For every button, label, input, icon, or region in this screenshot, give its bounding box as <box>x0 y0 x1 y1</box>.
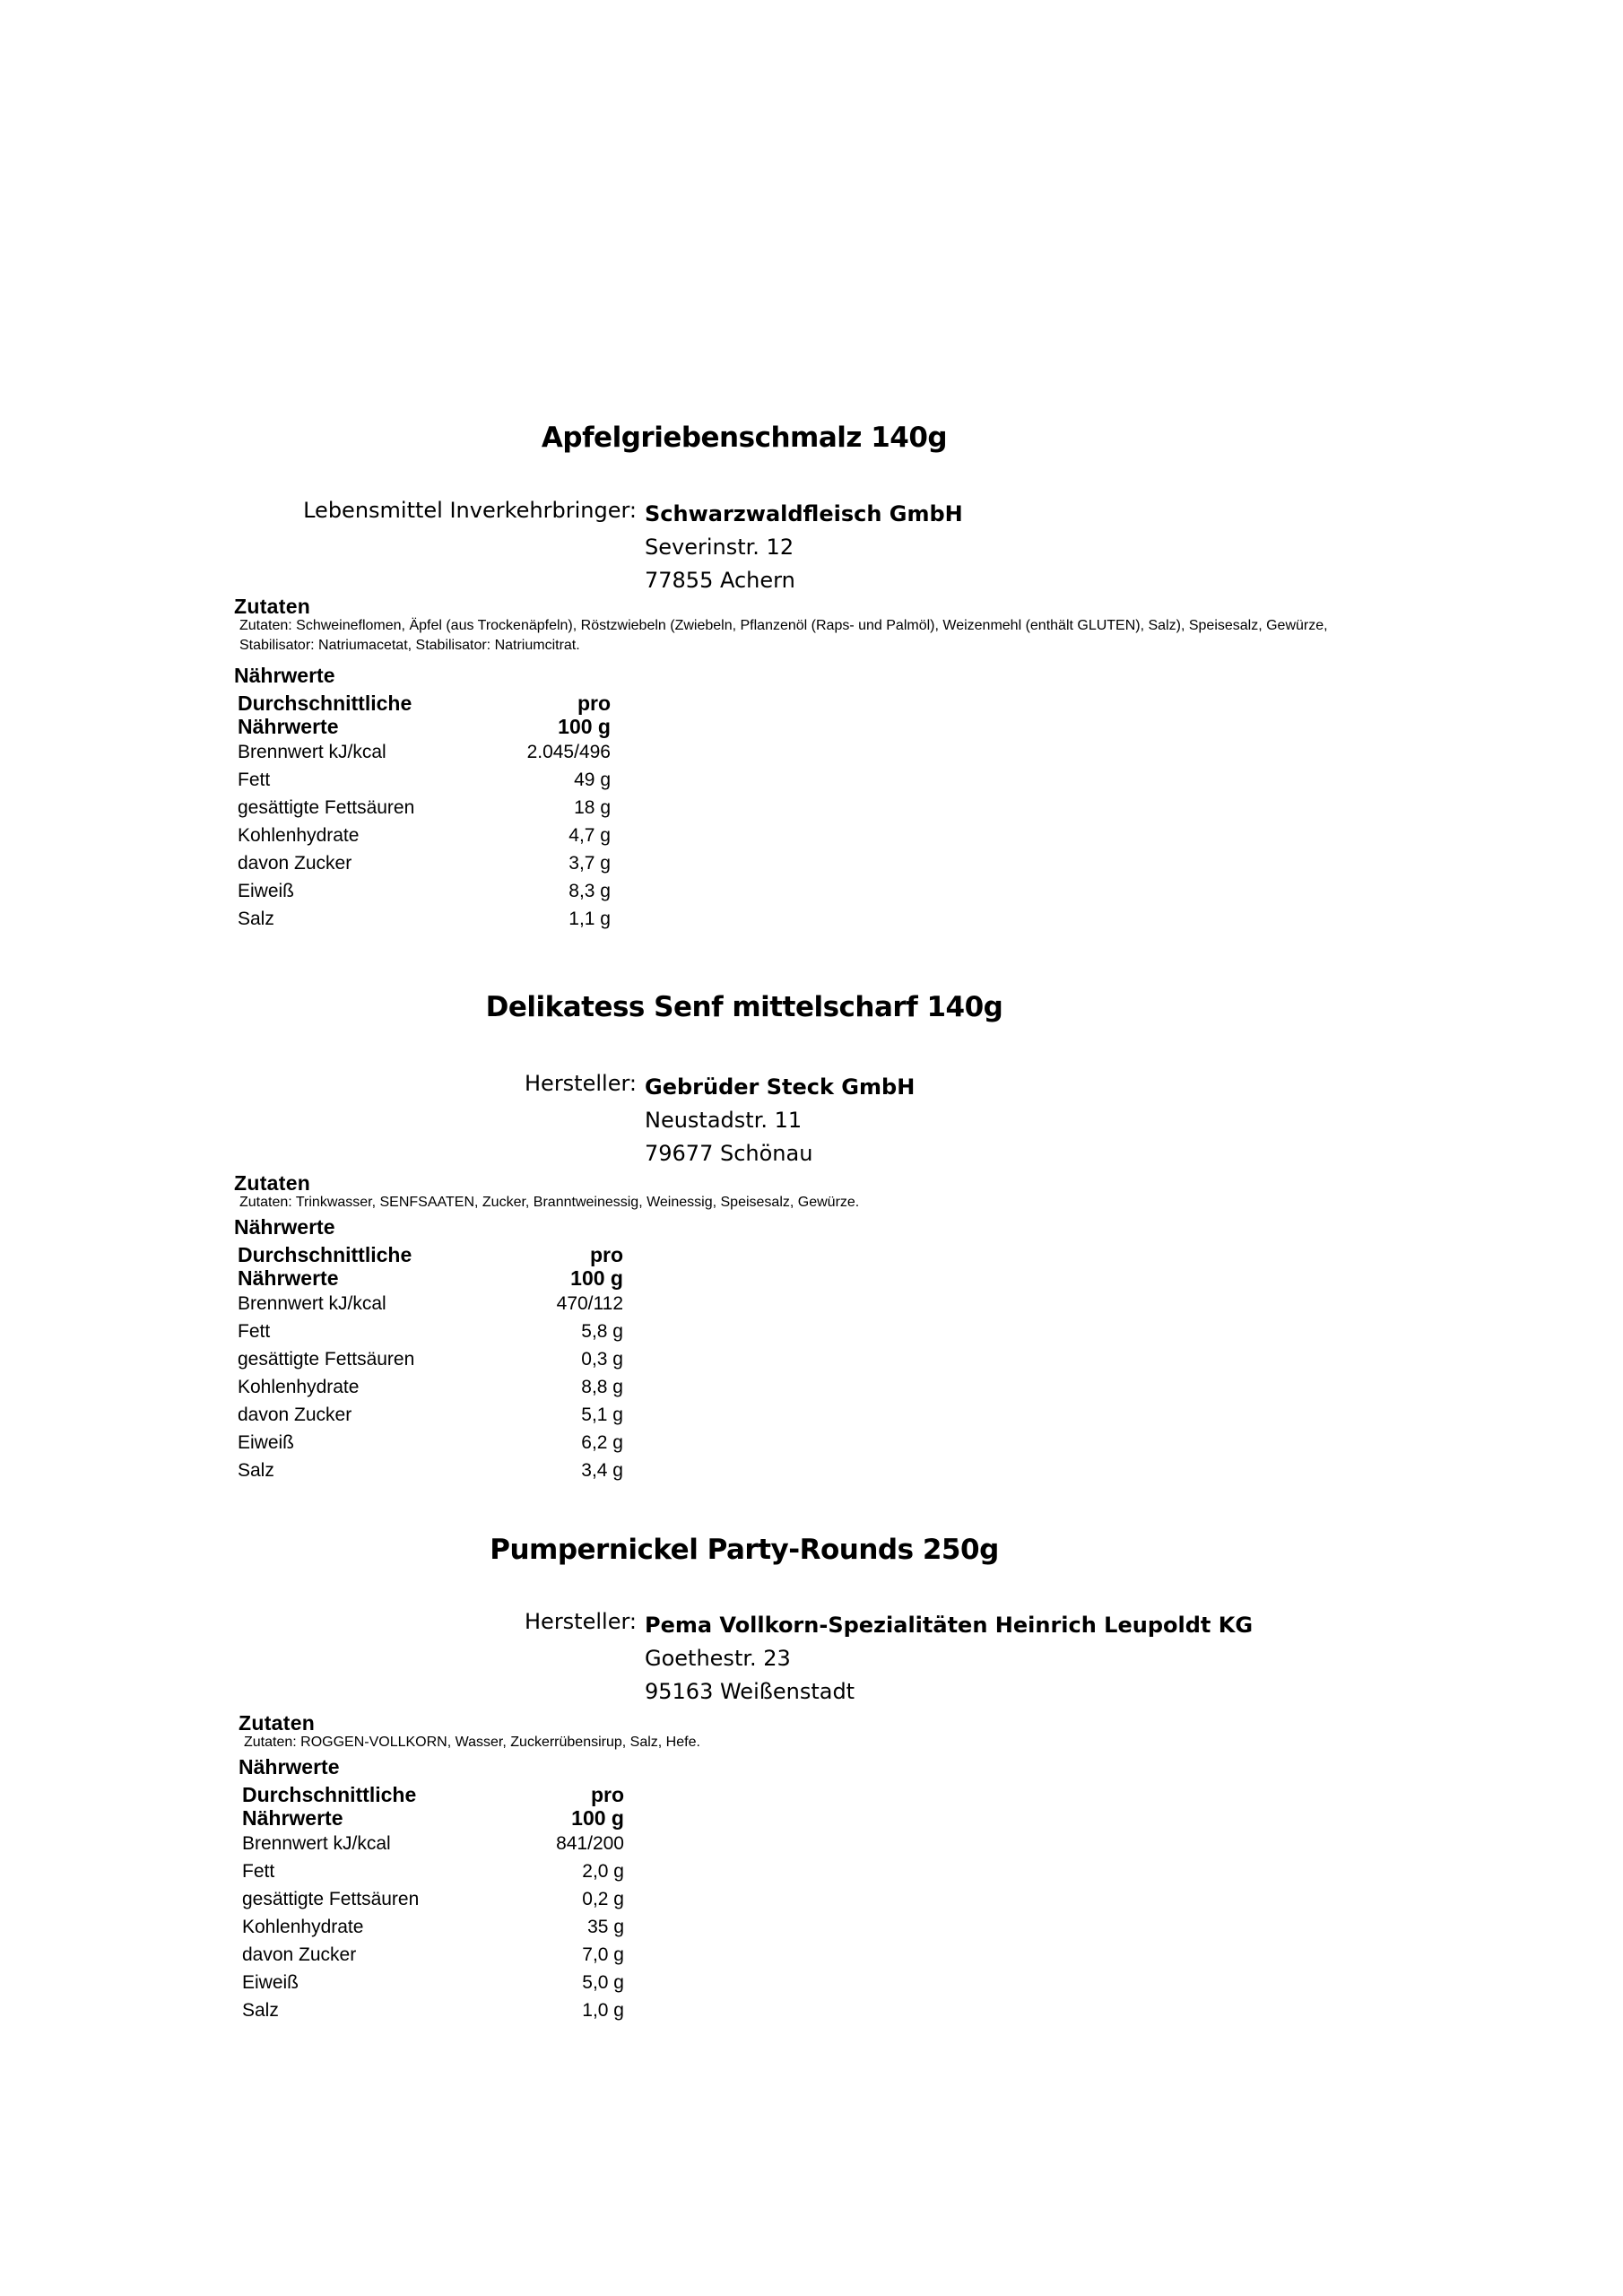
nutrient-label: Salz <box>238 908 274 929</box>
table-header-row <box>242 1783 624 1806</box>
nutrition-table <box>238 1243 623 1484</box>
nutrient-value: 4,7 g <box>568 824 611 846</box>
nutrient-label: gesättigte Fettsäuren <box>238 796 415 818</box>
nutrition-block <box>234 1173 1351 1484</box>
naehrwerte-heading: Nährwerte <box>234 1215 335 1239</box>
col-header-label: Nährwerte <box>242 1806 343 1830</box>
nutrient-label: Fett <box>242 1860 275 1882</box>
nutrient-value: 5,8 g <box>581 1320 623 1342</box>
table-row <box>242 1941 624 1969</box>
nutrition-block <box>239 1713 1356 2024</box>
company-street: Severinstr. 12 <box>645 535 794 560</box>
ingredients-text: Zutaten: Schweineflomen, Äpfel (aus Trockenäpfeln), Röstzwiebeln (Zwiebeln, Pflanzenöl (Raps- und Palmöl), Weizenmehl (enthält GLUTEN), Salz), Speisesalz, Gewürze, Stabilisator: Natriumacetat, Stabilisator: Natriumcitrat. <box>239 618 1328 653</box>
product-title: Pumpernickel Party-Rounds 250g <box>490 1534 999 1566</box>
nutrient-label: Kohlenhydrate <box>242 1916 364 1937</box>
nutrient-label: Salz <box>242 1999 279 2021</box>
table-row <box>242 1885 624 1913</box>
ingredients-text: Zutaten: Trinkwasser, SENFSAATEN, Zucker, Branntweinessig, Weinessig, Speisesalz, Gewürze. <box>239 1195 860 1210</box>
nutrient-label: davon Zucker <box>238 852 352 874</box>
nutrient-value: 5,1 g <box>581 1404 623 1425</box>
nutrient-value: 0,2 g <box>582 1888 624 1909</box>
nutrient-label: davon Zucker <box>238 1404 352 1425</box>
nutrient-value: 470/112 <box>556 1292 623 1314</box>
col-header-label: Durchschnittliche <box>242 1783 417 1806</box>
nutrition-table <box>242 1783 624 2024</box>
nutrient-value: 3,7 g <box>568 852 611 874</box>
nutrient-value: 0,3 g <box>581 1348 623 1370</box>
table-row <box>238 877 611 905</box>
table-row <box>238 822 611 849</box>
naehrwerte-heading: Nährwerte <box>234 664 335 687</box>
col-header-label: Nährwerte <box>238 715 339 738</box>
nutrient-value: 1,1 g <box>568 908 611 929</box>
table-row <box>242 1857 624 1885</box>
table-header-row <box>238 1243 623 1266</box>
company-street: Goethestr. 23 <box>645 1646 791 1671</box>
nutrient-label: Eiweiß <box>242 1971 299 1993</box>
col-header-value: pro <box>577 691 611 715</box>
table-row <box>242 1913 624 1941</box>
nutrient-label: Brennwert kJ/kcal <box>238 1292 386 1314</box>
table-header-row <box>242 1806 624 1830</box>
company-address <box>645 1071 915 1170</box>
nutrient-label: Eiweiß <box>238 1431 295 1453</box>
zutaten-heading: Zutaten <box>234 595 311 618</box>
nutrient-label: Eiweiß <box>238 880 295 901</box>
nutrient-value: 49 g <box>574 769 611 790</box>
nutrient-label: Salz <box>238 1459 274 1481</box>
zutaten-heading: Zutaten <box>239 1711 316 1735</box>
nutrient-value: 2.045/496 <box>526 741 611 762</box>
nutrient-value: 1,0 g <box>582 1999 624 2021</box>
table-row <box>238 1373 623 1401</box>
nutrient-value: 841/200 <box>556 1832 624 1854</box>
table-row <box>238 1345 623 1373</box>
nutrient-label: gesättigte Fettsäuren <box>242 1888 420 1909</box>
nutrient-label: gesättigte Fettsäuren <box>238 1348 415 1370</box>
nutrient-value: 6,2 g <box>581 1431 623 1453</box>
col-header-label: Durchschnittliche <box>238 1243 412 1266</box>
col-header-value: 100 g <box>571 1806 624 1830</box>
nutrient-label: Brennwert kJ/kcal <box>238 741 386 762</box>
table-header-row <box>238 1266 623 1290</box>
nutrient-value: 3,4 g <box>581 1459 623 1481</box>
nutrient-value: 35 g <box>587 1916 624 1937</box>
naehrwerte-heading: Nährwerte <box>239 1755 340 1779</box>
company-label: Hersteller: <box>525 1071 637 1096</box>
nutrient-value: 7,0 g <box>582 1944 624 1965</box>
table-row <box>238 1401 623 1429</box>
nutrition-block <box>234 596 1351 933</box>
nutrient-value: 8,8 g <box>581 1376 623 1397</box>
table-header-row <box>238 691 611 715</box>
table-row <box>238 794 611 822</box>
col-header-value: 100 g <box>558 715 611 738</box>
company-city: 95163 Weißenstadt <box>645 1679 855 1704</box>
company-name: Pema Vollkorn-Spezialitäten Heinrich Leupoldt KG <box>645 1613 1254 1638</box>
company-address <box>645 1609 1253 1709</box>
table-row <box>238 905 611 933</box>
table-row <box>242 1830 624 1857</box>
nutrient-value: 2,0 g <box>582 1860 624 1882</box>
nutrient-label: Fett <box>238 769 271 790</box>
nutrient-value: 18 g <box>574 796 611 818</box>
company-label: Lebensmittel Inverkehrbringer: <box>303 498 637 523</box>
col-header-value: pro <box>589 1243 623 1266</box>
company-city: 79677 Schönau <box>645 1141 813 1166</box>
col-header-value: pro <box>590 1783 624 1806</box>
company-street: Neustadstr. 11 <box>645 1108 803 1133</box>
col-header-label: Durchschnittliche <box>238 691 412 715</box>
table-row <box>242 1969 624 1996</box>
nutrient-label: Fett <box>238 1320 271 1342</box>
table-row <box>238 738 611 766</box>
table-row <box>238 1318 623 1345</box>
nutrient-label: davon Zucker <box>242 1944 357 1965</box>
nutrition-table <box>238 691 611 933</box>
zutaten-heading: Zutaten <box>234 1171 311 1195</box>
company-name: Gebrüder Steck GmbH <box>645 1074 916 1100</box>
table-row <box>238 766 611 794</box>
nutrient-label: Brennwert kJ/kcal <box>242 1832 391 1854</box>
nutrient-label: Kohlenhydrate <box>238 1376 360 1397</box>
table-row <box>238 1457 623 1484</box>
table-header-row <box>238 715 611 738</box>
company-city: 77855 Achern <box>645 568 795 593</box>
table-row <box>238 849 611 877</box>
company-label: Hersteller: <box>525 1609 637 1634</box>
nutrient-value: 8,3 g <box>568 880 611 901</box>
company-name: Schwarzwaldfleisch GmbH <box>645 501 963 526</box>
nutrient-label: Kohlenhydrate <box>238 824 360 846</box>
product-title: Apfelgriebenschmalz 140g <box>541 422 948 454</box>
col-header-value: 100 g <box>570 1266 623 1290</box>
ingredients-text: Zutaten: ROGGEN-VOLLKORN, Wasser, Zuckerrübensirup, Salz, Hefe. <box>244 1735 700 1750</box>
company-address <box>645 498 963 597</box>
table-row <box>238 1290 623 1318</box>
col-header-label: Nährwerte <box>238 1266 339 1290</box>
product-title: Delikatess Senf mittelscharf 140g <box>485 991 1003 1023</box>
table-row <box>238 1429 623 1457</box>
nutrient-value: 5,0 g <box>582 1971 624 1993</box>
table-row <box>242 1996 624 2024</box>
